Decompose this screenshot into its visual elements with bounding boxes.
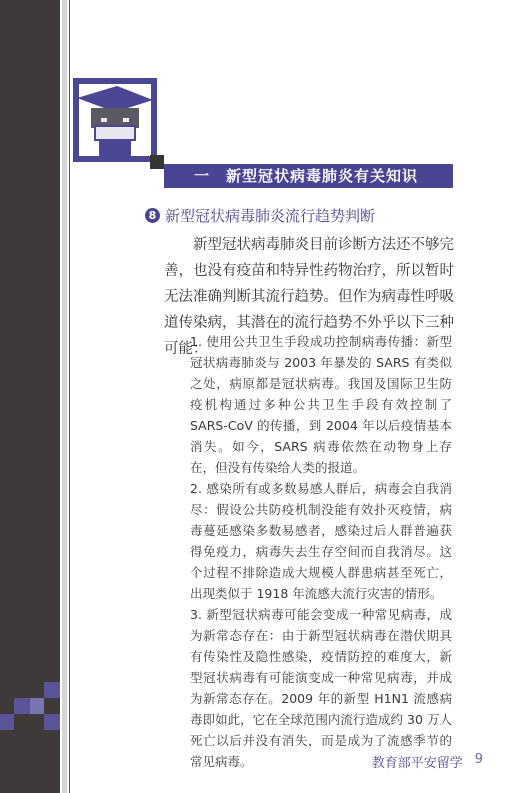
graduate-mask-illustration — [73, 78, 157, 162]
list-item: 1. 使用公共卫生手段成功控制病毒传播：新型冠状病毒肺炎与 2003 年暴发的 SARS 有类似之处，病原都是冠状病毒。我国及国际卫生防疫机构通过多种公共卫生手段有效控制了 SARS-CoV 的传播，到 2004 年以后疫情基本消失。如今，SARS 病毒依然在动物身上存在，但没有传染给人类的报道。 — [190, 334, 452, 475]
margin-divider — [62, 0, 67, 793]
list-item: 2. 感染所有或多数易感人群后，病毒会自我消尽：假设公共防疫机制没能有效扑灭疫情，病毒蔓延感染多数易感者，感染过后人群普遍获得免疫力，病毒失去生存空间而自我消尽。这个过程不排除造成大规模人群患病甚至死亡，出现类似于 1918 年流感大流行灾害的情形。 — [190, 481, 452, 601]
chapter-title-bar: 一 新型冠状病毒肺炎有关知识 — [164, 164, 453, 188]
intro-paragraph: 新型冠状病毒肺炎目前诊断方法还不够完善，也没有疫苗和特异性药物治疗，所以暂时无法准确判断其流行趋势。但作为病毒性呼吸道传染病，其潜在的流行趋势不外乎以下三种可能： — [164, 237, 454, 357]
decorative-square — [150, 155, 164, 169]
margin-divider-line — [69, 0, 70, 793]
left-margin-band — [0, 0, 60, 793]
section-heading — [145, 205, 465, 225]
page-footer — [372, 752, 483, 771]
trend-list — [190, 331, 452, 772]
list-item: 3. 新型冠状病毒可能会变成一种常见病毒，成为新常态存在：由于新型冠状病毒在潜伏期具有传染性及隐性感染，疫情防控的难度大，新型冠状病毒有可能演变成一种常见病毒，并成为新常态存在。2009 年的新型 H1N1 流感病毒即如此，它在全球范围内流行造成约 30 万人死亡以后并没有消失，而是成为了流感季节的常见病毒。 — [190, 607, 452, 769]
section-number-badge: 8 — [145, 208, 160, 223]
footer-publisher: 教育部平安留学 — [371, 756, 463, 771]
page-number: 9 — [474, 752, 483, 767]
section-title: 新型冠状病毒肺炎流行趋势判断 — [165, 206, 376, 225]
